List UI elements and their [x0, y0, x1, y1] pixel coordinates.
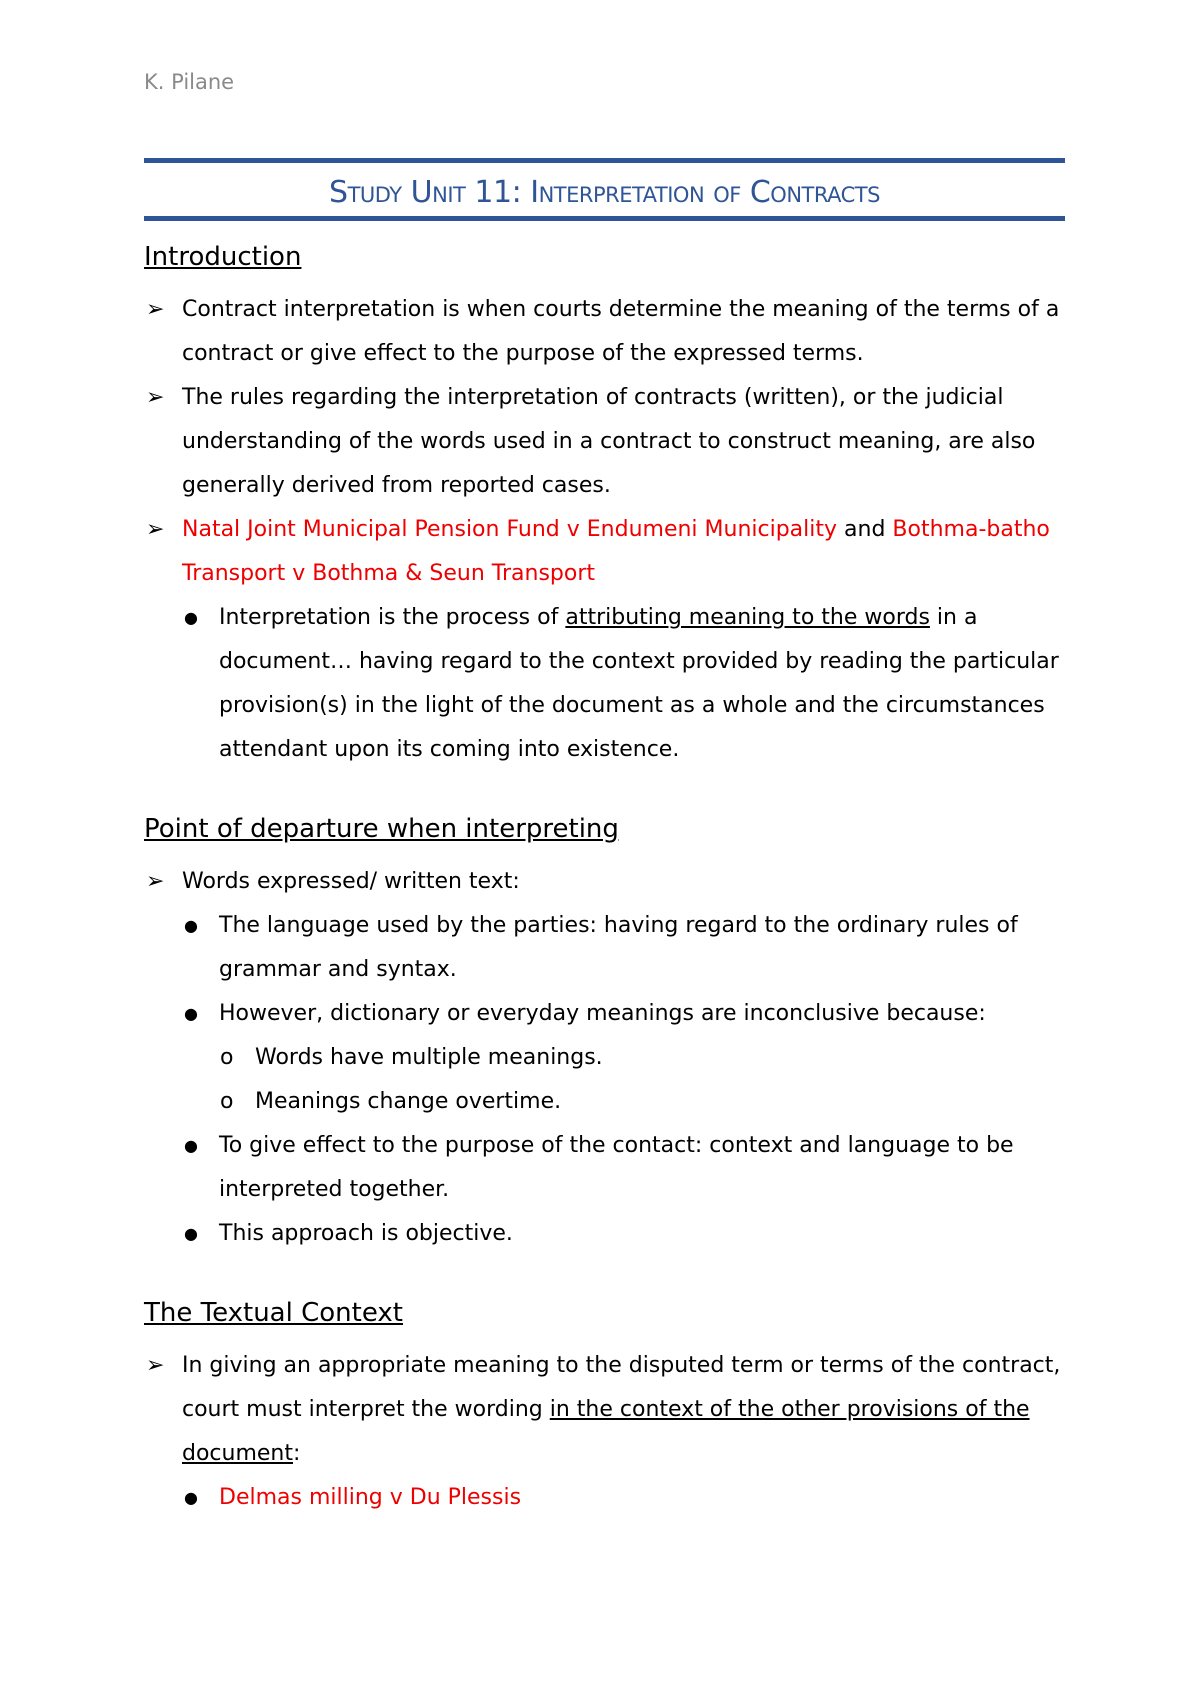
- list-item: ● To give effect to the purpose of the contact: context and language to be interpreted together.: [144, 1124, 1069, 1212]
- case-name: Bothma-batho Transport v Bothma & Seun Transport: [182, 517, 1050, 586]
- case-name: Delmas milling v Du Plessis: [219, 1485, 522, 1510]
- bullet-icon: ●: [184, 1136, 198, 1155]
- bullet-icon: ●: [184, 1488, 198, 1507]
- circle-bullet-icon: o: [220, 1089, 234, 1114]
- bullet-icon: ●: [184, 1224, 198, 1243]
- list-item: o Meanings change overtime.: [144, 1080, 1069, 1124]
- arrow-bullet-icon: ➢: [146, 869, 165, 894]
- arrow-bullet-icon: ➢: [146, 1353, 165, 1378]
- circle-bullet-icon: o: [220, 1045, 234, 1070]
- case-name: Natal Joint Municipal Pension Fund v Endumeni Municipality: [182, 517, 838, 542]
- list-item: ➢ Contract interpretation is when courts determine the meaning of the terms of a contract or give effect to the purpose of the expressed terms.: [144, 288, 1069, 376]
- list-item: ➢ The rules regarding the interpretation of contracts (written), or the judicial understanding of the words used in a contract to construct meaning, are also generally derived from reported cases.: [144, 376, 1069, 508]
- page-header-author: K. Pilane: [144, 70, 235, 94]
- page-title: Study Unit 11: Interpretation of Contracts: [329, 175, 880, 210]
- list-item: ➢ In giving an appropriate meaning to the disputed term or terms of the contract, court must interpret the wording in the context of the other provisions of the document:: [144, 1344, 1069, 1476]
- bullet-icon: ●: [184, 1004, 198, 1023]
- list-item-cases: ➢ Natal Joint Municipal Pension Fund v Endumeni Municipality and Bothma-batho Transport v Bothma & Seun Transport: [144, 508, 1069, 596]
- list-item: ● Interpretation is the process of attributing meaning to the words in a document… having regard to the context provided by reading the particular provision(s) in the light of the document as a whole and the circumstances attendant upon its coming into existence.: [144, 596, 1069, 772]
- list-item: ● This approach is objective.: [144, 1212, 1069, 1256]
- arrow-bullet-icon: ➢: [146, 517, 165, 542]
- list-item: ➢ Words expressed/ written text:: [144, 860, 1069, 904]
- section-heading-departure: Point of departure when interpreting: [144, 814, 619, 844]
- section-heading-introduction: Introduction: [144, 242, 302, 272]
- arrow-bullet-icon: ➢: [146, 385, 165, 410]
- section-heading-textual-context: The Textual Context: [144, 1298, 403, 1328]
- arrow-bullet-icon: ➢: [146, 297, 165, 322]
- list-item: ● However, dictionary or everyday meanings are inconclusive because:: [144, 992, 1069, 1036]
- bullet-icon: ●: [184, 608, 198, 627]
- title-block: [144, 158, 1065, 221]
- document-body: [144, 240, 1069, 1520]
- list-item-case: [144, 1476, 1069, 1520]
- list-item: ● The language used by the parties: having regard to the ordinary rules of grammar and syntax.: [144, 904, 1069, 992]
- list-item: o Words have multiple meanings.: [144, 1036, 1069, 1080]
- bullet-icon: ●: [184, 916, 198, 935]
